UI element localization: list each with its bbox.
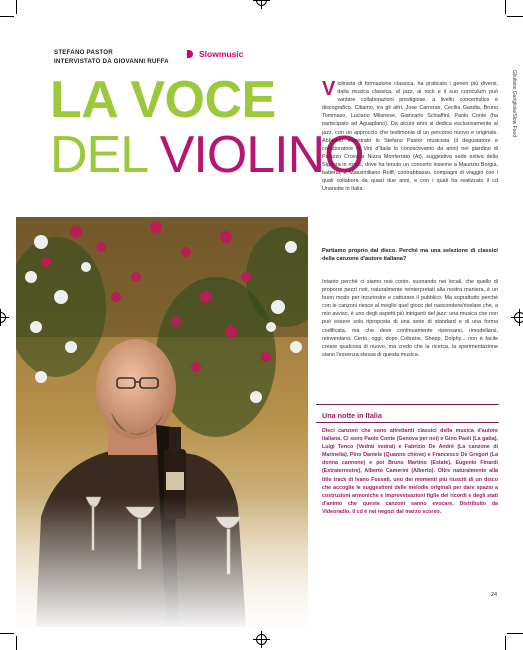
registration-mark <box>514 312 523 323</box>
crop-mark <box>507 633 523 634</box>
page-number: 24 <box>491 592 498 598</box>
crop-mark <box>0 633 14 634</box>
intro-text: iolinista di formazione classica, ha praticato i generi più diversi, dalla musica classica, al jazz, al rock e il suo curriculum può vantare collaborazioni prestigiose, a livello concertistico e discografico. Citiamo, tra gli altri, Jose Carreras, Cecilia Gasdia, Bruno Tommaso, Luciano Milanese, Giancarlo Schiaffini, Paolo Conte (ha partecipato ad Aguaplano). Da alcuni anni si dedica esclusivamente al jazz, con un approccio che testimonia di un percorso nuovo e originale. Abbiamo incontrato lo Stefano Pastor musicista (il degustatore e collaboratore di Vini d'Italia lo conoscevamo da anni) nel giardino di Palazzo Crova a Nizza Monferrato (At), suggestiva sede estiva della Signora in rosso, dove ha tenuto un concerto insieme a Maurizio Borgia, batteria, e Massimiliano Rolff, contrabbasso, compagni di viaggio con i quali collabora da quasi due anni, e con i quali ha realizzato il cd Unanotte in Italia. <box>322 81 498 193</box>
section-tag-label: Slowmusic <box>199 49 244 59</box>
registration-mark <box>256 634 267 645</box>
intro-paragraph <box>322 80 498 193</box>
photo-credit: Gliuliano Garigliola/Slow Food <box>511 70 517 137</box>
headline-line-2-magenta: VIOLINO <box>159 126 364 184</box>
sidebar-box-title: Una notte in Italia <box>322 411 382 420</box>
headline-line-2-green: DEL <box>50 126 160 184</box>
sidebar-box-text: Dieci canzoni che sono altrettanti classici della musica d'autore italiana. Ci sono Paolo Conte (Genova per noi) e Gino Paoli (La gatta), Luigi Tenco (Vedrai vedrai) e Fabrizio De André (La canzone di Marinella), Pino Daniele (Quanno chiove) e Francesco De Gregori (La donna cannone) e poi Bruno Martino (Estate), Eugenio Finardi (Extraterrestre), Alberto Camerini (Alberto). Oltre naturalmente alla title track di Ivano Fossati, uno dei momenti più riusciti di un disco che accoglie le suggestioni delle melodie originali per dare spazio a costruzioni armoniche e improvvisazioni figlie dei ricordi e degli stati d'animo che queste canzoni sanno evocare. Distribuito da Videoradio, il cd è nei negozi dal marzo scorso. <box>322 428 498 515</box>
byline <box>54 48 169 66</box>
crop-mark <box>0 16 14 17</box>
section-marker-icon <box>187 50 193 58</box>
drop-cap: V <box>322 78 336 100</box>
section-tag <box>187 49 243 59</box>
byline-interviewer: INTERVISTATO DA GIOVANNI RUFFA <box>54 58 169 65</box>
registration-mark <box>0 312 6 323</box>
box-title-rule <box>316 422 499 423</box>
crop-mark <box>507 16 523 17</box>
interview-answer: Intanto perché ci siamo resi conto, suonando nei locali, che quello di proporre pezzi noti, naturalmente reinterpretati alla nostra maniera, è un buon modo per incuriosire e catturare il pubblico. Ma soprattutto perché con le canzoni riesce al meglio quel gioco del nascondere/rivelare che, a mio avviso, è uno degli aspetti più intriganti del jazz: una musica che non può essere solo riproposta di una serie di standard e di una forma codificata, ma che deve continuamente ripensarsi, rimodellarsi, reinventarsi. Certo, oggi, dopo Coltrane, Shepp, Dolphy... non è facile creare qualcosa di nuovo, ma credo che la ricerca, la sperimentazione siano l'essenza stessa di questa musica. <box>322 279 498 358</box>
registration-mark <box>256 0 267 6</box>
crop-mark <box>16 0 17 14</box>
crop-mark <box>505 0 506 14</box>
headline-line-1: LA VOCE <box>50 71 276 129</box>
byline-author: STEFANO PASTOR <box>54 49 113 56</box>
headline-line-2 <box>50 126 364 184</box>
photo-violinist <box>16 217 308 627</box>
interview-question: Partiamo proprio dal disco. Perché ma una selezione di classici della canzone d'autore italiana? <box>322 248 498 262</box>
crop-mark <box>505 636 506 650</box>
crop-mark <box>16 636 17 650</box>
box-top-rule <box>316 404 499 405</box>
